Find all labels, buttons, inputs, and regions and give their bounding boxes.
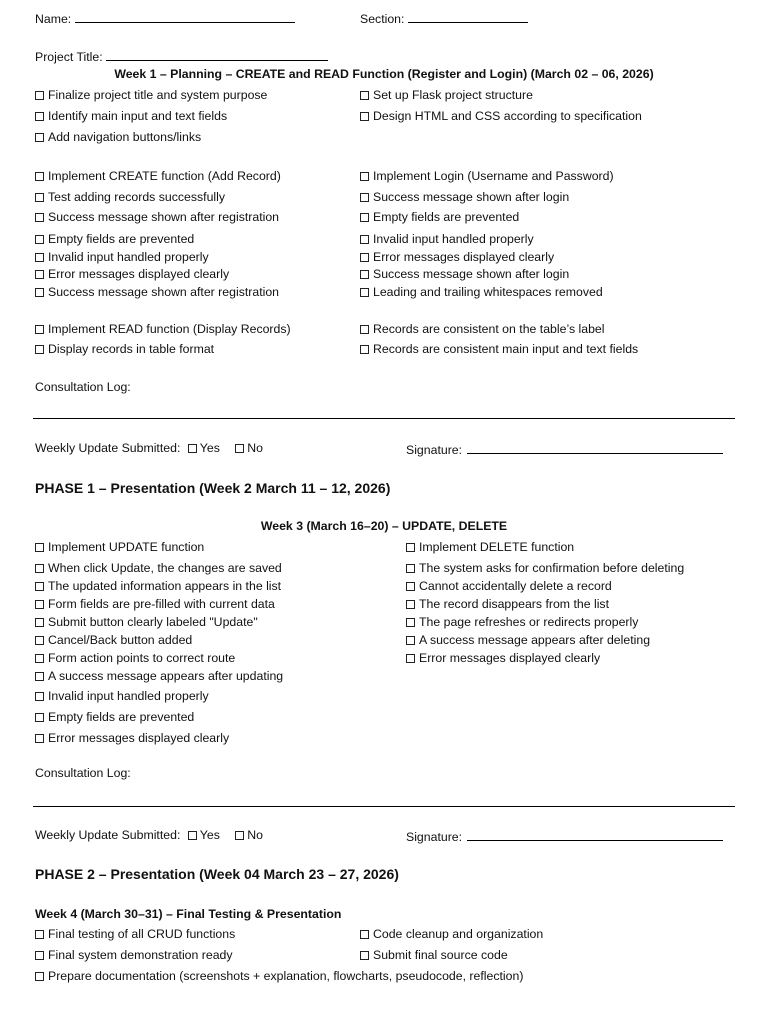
checkbox-icon[interactable] xyxy=(35,713,44,722)
checklist-item-label: Invalid input handled properly xyxy=(373,232,534,246)
checkbox-icon[interactable] xyxy=(35,600,44,609)
section-label: Section: xyxy=(360,12,405,26)
checkbox-icon[interactable] xyxy=(360,235,369,244)
checklist-item-label: The page refreshes or redirects properly xyxy=(419,615,639,629)
checklist-item-label: Form fields are pre-filled with current data xyxy=(48,597,275,611)
checklist-item[interactable] xyxy=(35,268,229,280)
name-blank-line[interactable] xyxy=(75,11,295,23)
checklist-item-label: The updated information appears in the list xyxy=(48,579,282,593)
checklist-item-label: Leading and trailing whitespaces removed xyxy=(373,285,603,299)
checklist-item[interactable] xyxy=(35,233,194,245)
yes-checkbox-icon[interactable] xyxy=(188,831,197,840)
checklist-item-label: Identify main input and text fields xyxy=(48,109,228,123)
project-title-label: Project Title: xyxy=(35,50,103,64)
checklist-item-label: Final testing of all CRUD functions xyxy=(48,927,236,941)
checklist-item-label: Error messages displayed clearly xyxy=(419,651,601,665)
consultation-log-line[interactable] xyxy=(33,806,735,807)
checklist-item[interactable] xyxy=(360,268,569,280)
weekly-update-label: Weekly Update Submitted: xyxy=(35,828,181,842)
phase2-heading: PHASE 2 – Presentation (Week 04 March 23 – 27, 2026) xyxy=(35,866,399,882)
checklist-item-label: Error messages displayed clearly xyxy=(373,250,555,264)
checklist-item-label: Prepare documentation (screenshots + explanation, flowcharts, pseudocode, reflection) xyxy=(48,969,524,983)
checklist-item-label: Implement CREATE function (Add Record) xyxy=(48,169,281,183)
checklist-item[interactable] xyxy=(360,211,519,223)
checklist-item[interactable] xyxy=(360,949,508,961)
checklist-item[interactable] xyxy=(35,170,281,182)
checklist-item[interactable] xyxy=(35,634,192,646)
checkbox-icon[interactable] xyxy=(35,930,44,939)
checklist-item-label: When click Update, the changes are saved xyxy=(48,561,282,575)
section-blank-line[interactable] xyxy=(408,11,528,23)
checklist-item-label: Records are consistent on the table’s label xyxy=(373,322,605,336)
checklist-item[interactable] xyxy=(360,286,603,298)
checklist-item-label: Success message shown after registration xyxy=(48,285,280,299)
checklist-item[interactable] xyxy=(406,616,638,628)
checklist-item-label: Invalid input handled properly xyxy=(48,689,209,703)
checkbox-icon[interactable] xyxy=(35,692,44,701)
checklist-item[interactable] xyxy=(35,211,279,223)
weekly-update-label: Weekly Update Submitted: xyxy=(35,441,181,455)
checklist-item-label: Test adding records successfully xyxy=(48,190,226,204)
checkbox-icon[interactable] xyxy=(360,91,369,100)
consultation-log-line[interactable] xyxy=(33,418,735,419)
week1-heading: Week 1 – Planning – CREATE and READ Function (Register and Login) (March 02 – 06, 2026) xyxy=(114,67,654,81)
checkbox-icon[interactable] xyxy=(35,543,44,552)
checkbox-icon[interactable] xyxy=(360,951,369,960)
checkbox-icon[interactable] xyxy=(35,951,44,960)
checklist-item-label: Error messages displayed clearly xyxy=(48,267,230,281)
signature-field xyxy=(406,442,723,456)
checklist-item[interactable] xyxy=(35,711,194,723)
checkbox-icon[interactable] xyxy=(406,600,415,609)
week3-heading: Week 3 (March 16–20) – UPDATE, DELETE xyxy=(260,519,508,533)
checklist-item[interactable] xyxy=(360,928,543,940)
checkbox-icon[interactable] xyxy=(35,172,44,181)
checkbox-icon[interactable] xyxy=(35,654,44,663)
name-label: Name: xyxy=(35,12,72,26)
checklist-item[interactable] xyxy=(35,670,283,682)
checkbox-icon[interactable] xyxy=(35,564,44,573)
section-field xyxy=(360,11,528,25)
checklist-item[interactable] xyxy=(35,343,214,355)
checkbox-icon[interactable] xyxy=(360,213,369,222)
checklist-item-label: Cancel/Back button added xyxy=(48,633,193,647)
checkbox-icon[interactable] xyxy=(35,112,44,121)
checklist-item-label: Add navigation buttons/links xyxy=(48,130,202,144)
checklist-item[interactable] xyxy=(35,131,201,143)
checkbox-icon[interactable] xyxy=(35,582,44,591)
checklist-item-label: Design HTML and CSS according to specification xyxy=(373,109,642,123)
weekly-update-row xyxy=(35,829,263,841)
checklist-item[interactable] xyxy=(35,251,209,263)
checkbox-icon[interactable] xyxy=(35,193,44,202)
consultation-log-label: Consultation Log: xyxy=(35,380,131,394)
checklist-item-label: Submit final source code xyxy=(373,948,508,962)
checklist-item[interactable] xyxy=(35,732,229,744)
yes-label: Yes xyxy=(199,828,220,842)
checklist-item[interactable] xyxy=(35,541,204,553)
checklist-item[interactable] xyxy=(360,191,569,203)
project-title-field xyxy=(35,49,328,63)
checkbox-icon[interactable] xyxy=(35,734,44,743)
checklist-item-label: Cannot accidentally delete a record xyxy=(419,579,612,593)
checklist-item-label: Success message shown after login xyxy=(373,267,570,281)
checklist-item[interactable] xyxy=(360,343,638,355)
checklist-item-label: A success message appears after updating xyxy=(48,669,284,683)
signature-blank-line[interactable] xyxy=(467,442,723,454)
checklist-item[interactable] xyxy=(35,616,258,628)
checklist-item[interactable] xyxy=(406,652,600,664)
checklist-item[interactable] xyxy=(360,233,534,245)
checklist-item-label: Implement READ function (Display Records) xyxy=(48,322,291,336)
name-field xyxy=(35,11,295,25)
checklist-item[interactable] xyxy=(35,970,523,982)
checklist-item[interactable] xyxy=(360,251,554,263)
checklist-item[interactable] xyxy=(35,580,281,592)
checklist-item[interactable] xyxy=(35,110,227,122)
checklist-item[interactable] xyxy=(35,949,233,961)
checklist-item-label: Finalize project title and system purpose xyxy=(48,88,268,102)
checklist-item-label: Records are consistent main input and text fields xyxy=(373,342,639,356)
checklist-item-label: Code cleanup and organization xyxy=(373,927,544,941)
checklist-item-label: The record disappears from the list xyxy=(419,597,610,611)
checkbox-icon[interactable] xyxy=(360,270,369,279)
checklist-item[interactable] xyxy=(35,690,209,702)
checkbox-icon[interactable] xyxy=(35,213,44,222)
checkbox-icon[interactable] xyxy=(406,564,415,573)
checklist-item-label: Implement UPDATE function xyxy=(48,540,205,554)
week4-heading: Week 4 (March 30–31) – Final Testing & Presentation xyxy=(35,907,342,921)
checklist-item-label: Form action points to correct route xyxy=(48,651,236,665)
checklist-item-label: Empty fields are prevented xyxy=(373,210,520,224)
checkbox-icon[interactable] xyxy=(35,270,44,279)
checklist-item-label: A success message appears after deleting xyxy=(419,633,651,647)
checkbox-icon[interactable] xyxy=(35,133,44,142)
checkbox-icon[interactable] xyxy=(406,582,415,591)
checklist-item[interactable] xyxy=(406,598,609,610)
checkbox-icon[interactable] xyxy=(360,288,369,297)
checklist-item[interactable] xyxy=(35,928,235,940)
checklist-item[interactable] xyxy=(406,580,612,592)
checkbox-icon[interactable] xyxy=(35,288,44,297)
checklist-item[interactable] xyxy=(35,89,267,101)
yes-checkbox-icon[interactable] xyxy=(188,444,197,453)
yes-label: Yes xyxy=(199,441,220,455)
checkbox-icon[interactable] xyxy=(35,91,44,100)
checklist-item-label: Error messages displayed clearly xyxy=(48,731,230,745)
no-label: No xyxy=(247,828,263,842)
checklist-item[interactable] xyxy=(406,634,650,646)
checklist-item[interactable] xyxy=(35,562,282,574)
checklist-item-label: Submit button clearly labeled "Update" xyxy=(48,615,258,629)
checklist-item-label: Empty fields are prevented xyxy=(48,710,195,724)
checkbox-icon[interactable] xyxy=(35,618,44,627)
checklist-item[interactable] xyxy=(35,598,275,610)
checklist-item-label: Success message shown after registration xyxy=(48,210,280,224)
checkbox-icon[interactable] xyxy=(35,636,44,645)
no-checkbox-icon[interactable] xyxy=(235,444,244,453)
checkbox-icon[interactable] xyxy=(406,543,415,552)
signature-field xyxy=(406,829,723,843)
checklist-item-label: Implement Login (Username and Password) xyxy=(373,169,614,183)
phase1-heading: PHASE 1 – Presentation (Week 2 March 11 – 12, 2026) xyxy=(35,480,391,496)
no-checkbox-icon[interactable] xyxy=(235,831,244,840)
checklist-item-label: Display records in table format xyxy=(48,342,215,356)
checkbox-icon[interactable] xyxy=(35,253,44,262)
checkbox-icon[interactable] xyxy=(360,253,369,262)
checkbox-icon[interactable] xyxy=(406,636,415,645)
signature-blank-line[interactable] xyxy=(467,829,723,841)
checklist-item[interactable] xyxy=(35,191,225,203)
checklist-item-label: Implement DELETE function xyxy=(419,540,575,554)
checklist-item[interactable] xyxy=(406,562,684,574)
checkbox-icon[interactable] xyxy=(360,112,369,121)
checklist-item[interactable] xyxy=(35,652,235,664)
weekly-update-row xyxy=(35,442,263,454)
checkbox-icon[interactable] xyxy=(35,972,44,981)
checkbox-icon[interactable] xyxy=(35,325,44,334)
checklist-item-label: Final system demonstration ready xyxy=(48,948,233,962)
checklist-item-label: Invalid input handled properly xyxy=(48,250,209,264)
no-label: No xyxy=(247,441,263,455)
signature-label: Signature: xyxy=(406,830,463,844)
checklist-item[interactable] xyxy=(360,89,533,101)
checklist-item[interactable] xyxy=(406,541,574,553)
checkbox-icon[interactable] xyxy=(35,345,44,354)
checklist-item[interactable] xyxy=(35,286,279,298)
checkbox-icon[interactable] xyxy=(35,672,44,681)
checklist-item-label: Empty fields are prevented xyxy=(48,232,195,246)
checklist-item-label: Set up Flask project structure xyxy=(373,88,533,102)
checklist-item[interactable] xyxy=(35,323,291,335)
checkbox-icon[interactable] xyxy=(406,618,415,627)
checkbox-icon[interactable] xyxy=(360,325,369,334)
checklist-item[interactable] xyxy=(360,323,605,335)
checkbox-icon[interactable] xyxy=(360,345,369,354)
signature-label: Signature: xyxy=(406,443,463,457)
checklist-item[interactable] xyxy=(360,110,642,122)
checklist-item-label: Success message shown after login xyxy=(373,190,570,204)
checklist-item-label: The system asks for confirmation before deleting xyxy=(419,561,685,575)
checkbox-icon[interactable] xyxy=(406,654,415,663)
checklist-item[interactable] xyxy=(360,170,614,182)
checkbox-icon[interactable] xyxy=(35,235,44,244)
checkbox-icon[interactable] xyxy=(360,930,369,939)
project-title-blank-line[interactable] xyxy=(106,49,328,61)
checkbox-icon[interactable] xyxy=(360,172,369,181)
consultation-log-label: Consultation Log: xyxy=(35,766,131,780)
checkbox-icon[interactable] xyxy=(360,193,369,202)
